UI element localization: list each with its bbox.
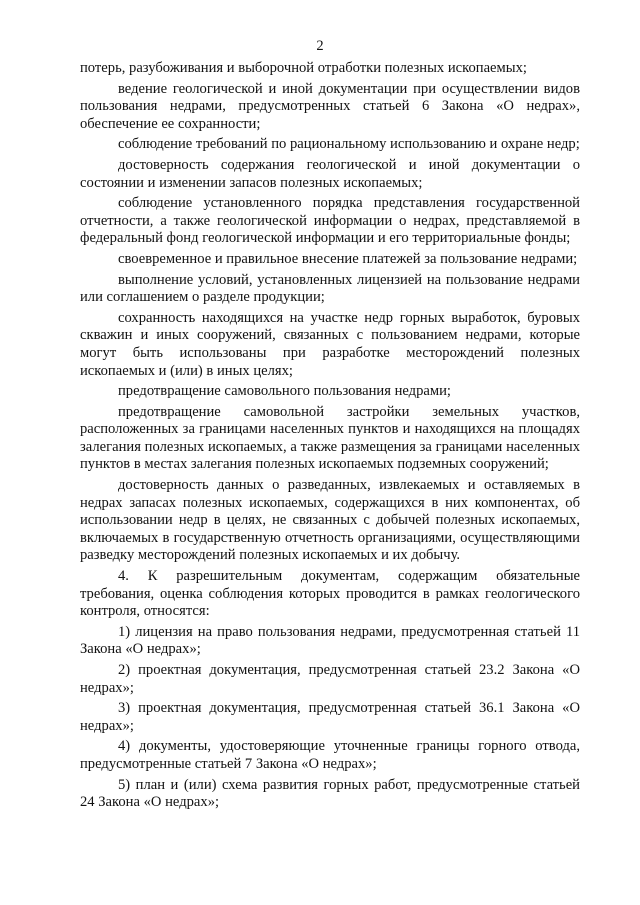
paragraph: достоверность данных о разведанных, извлекаемых и оставляемых в недрах запасах полезных ископаемых, содержащихся в них компонентах, об использовании недр в целях, не связанных с добычей полезных ископаемых, включаемых в государственную отчетность организациями, осуществляющими разведку месторождений полезных ископаемых и их добычу. bbox=[80, 477, 580, 564]
list-item: 4) документы, удостоверяющие уточненные границы горного отвода, предусмотренные статьей 7 Закона «О недрах»; bbox=[80, 738, 580, 772]
list-item: 2) проектная документация, предусмотренная статьей 23.2 Закона «О недрах»; bbox=[80, 662, 580, 696]
paragraph: соблюдение требований по рациональному использованию и охране недр; bbox=[118, 136, 580, 153]
list-item: 1) лицензия на право пользования недрами, предусмотренная статьей 11 Закона «О недрах»; bbox=[80, 623, 580, 658]
paragraph: достоверность содержания геологической и иной документации о состоянии и изменении запасов полезных ископаемых; bbox=[80, 156, 580, 191]
paragraph: ведение геологической и иной документации при осуществлении видов пользования недрами, предусмотренных статьей 6 Закона «О недрах», обеспечение ее сохранности; bbox=[80, 80, 580, 132]
paragraph: предотвращение самовольного пользования недрами; bbox=[118, 383, 451, 400]
paragraph: соблюдение установленного порядка представления государственной отчетности, а также геологической информации о недрах, представляемой в федеральный фонд геологической информации и его территориальные фонды; bbox=[80, 195, 580, 247]
list-item: 3) проектная документация, предусмотренная статьей 36.1 Закона «О недрах»; bbox=[80, 700, 580, 734]
paragraph-section-4: 4. К разрешительным документам, содержащим обязательные требования, оценка соблюдения которых проводится в рамках геологического контроля, относятся: bbox=[80, 568, 580, 620]
paragraph-continuation: потерь, разубоживания и выборочной отработки полезных ископаемых; bbox=[80, 60, 527, 76]
page-number: 2 bbox=[316, 38, 324, 54]
paragraph: сохранность находящихся на участке недр горных выработок, буровых скважин и иных сооружений, связанных с пользованием недрами, которые могут быть использованы при разработке месторождений полезных ископаемых и (или) в иных целях; bbox=[80, 309, 580, 379]
paragraph: выполнение условий, установленных лицензией на пользование недрами или соглашением о разделе продукции; bbox=[80, 271, 580, 306]
paragraph: своевременное и правильное внесение платежей за пользование недрами; bbox=[118, 250, 578, 267]
document-body bbox=[80, 60, 580, 815]
list-item: 5) план и (или) схема развития горных работ, предусмотренные статьей 24 Закона «О недрах»; bbox=[80, 776, 580, 811]
paragraph: предотвращение самовольной застройки земельных участков, расположенных за границами населенных пунктов и находящихся на площадях залегания полезных ископаемых, а также размещения за границами населенных пунктов в местах залегания полезных ископаемых подземных сооружений; bbox=[80, 403, 580, 473]
